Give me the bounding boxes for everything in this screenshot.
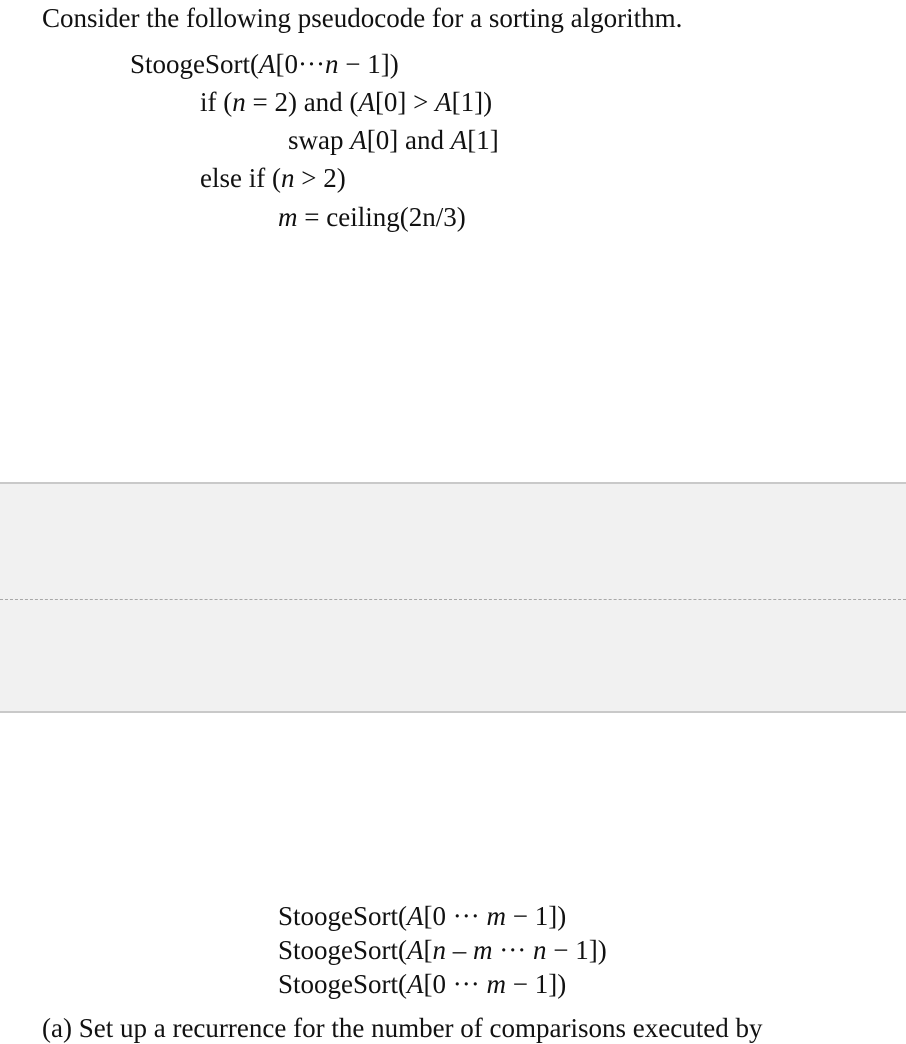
range-text: [0 ···	[423, 901, 487, 931]
var-m: m	[278, 202, 298, 232]
swap-keyword: swap	[288, 125, 351, 155]
var-n: n	[324, 49, 339, 79]
index-text: [0] and	[366, 125, 451, 155]
array-var: A	[259, 49, 276, 79]
array-var: A	[407, 935, 424, 965]
function-name: StoogeSort(	[130, 49, 260, 79]
m-assignment-line	[278, 201, 466, 233]
index-text: [1]	[467, 125, 499, 155]
array-var: A	[407, 969, 424, 999]
cut-off-question-text: (a) Set up a recurrence for the number of comparisons executed by	[42, 1013, 763, 1043]
array-var: A	[435, 87, 452, 117]
array-var: A	[358, 87, 375, 117]
array-var: A	[350, 125, 367, 155]
range-end: − 1])	[505, 901, 567, 931]
swap-line	[288, 124, 499, 156]
var-m: m	[486, 901, 506, 931]
range-text: –	[446, 935, 474, 965]
array-var: A	[407, 901, 424, 931]
range-text: [	[423, 935, 433, 965]
pseudocode-header	[130, 48, 399, 80]
range-text: [0 ···	[423, 969, 487, 999]
range-end: − 1])	[338, 49, 399, 79]
index-text: [0] >	[374, 87, 436, 117]
var-n: n	[533, 935, 547, 965]
recursive-call-1	[278, 900, 566, 932]
else-if-line	[200, 162, 346, 194]
function-name: StoogeSort(	[278, 969, 408, 999]
if-keyword: if (	[200, 87, 233, 117]
range-end: − 1])	[546, 935, 607, 965]
range-end: − 1])	[505, 969, 567, 999]
function-name: StoogeSort(	[278, 901, 408, 931]
range-text: ···	[492, 935, 533, 965]
answer-area	[0, 482, 906, 713]
intro-text: Consider the following pseudocode for a sorting algorithm.	[42, 3, 683, 33]
assignment-text: = ceiling(2n/3)	[297, 202, 466, 232]
condition-text: = 2) and (	[245, 87, 359, 117]
range-text: [0···	[275, 49, 325, 79]
var-n: n	[432, 935, 447, 965]
recursive-call-3	[278, 968, 566, 1000]
dashed-divider	[0, 599, 906, 600]
var-m: m	[486, 969, 506, 999]
if-line	[200, 86, 492, 118]
recursive-call-2	[278, 934, 607, 966]
index-text: [1])	[451, 87, 493, 117]
condition-text: > 2)	[294, 163, 346, 193]
var-m: m	[473, 935, 493, 965]
function-name: StoogeSort(	[278, 935, 408, 965]
else-keyword: else if (	[200, 163, 281, 193]
var-n: n	[232, 87, 246, 117]
var-n: n	[280, 163, 295, 193]
array-var: A	[450, 125, 468, 155]
